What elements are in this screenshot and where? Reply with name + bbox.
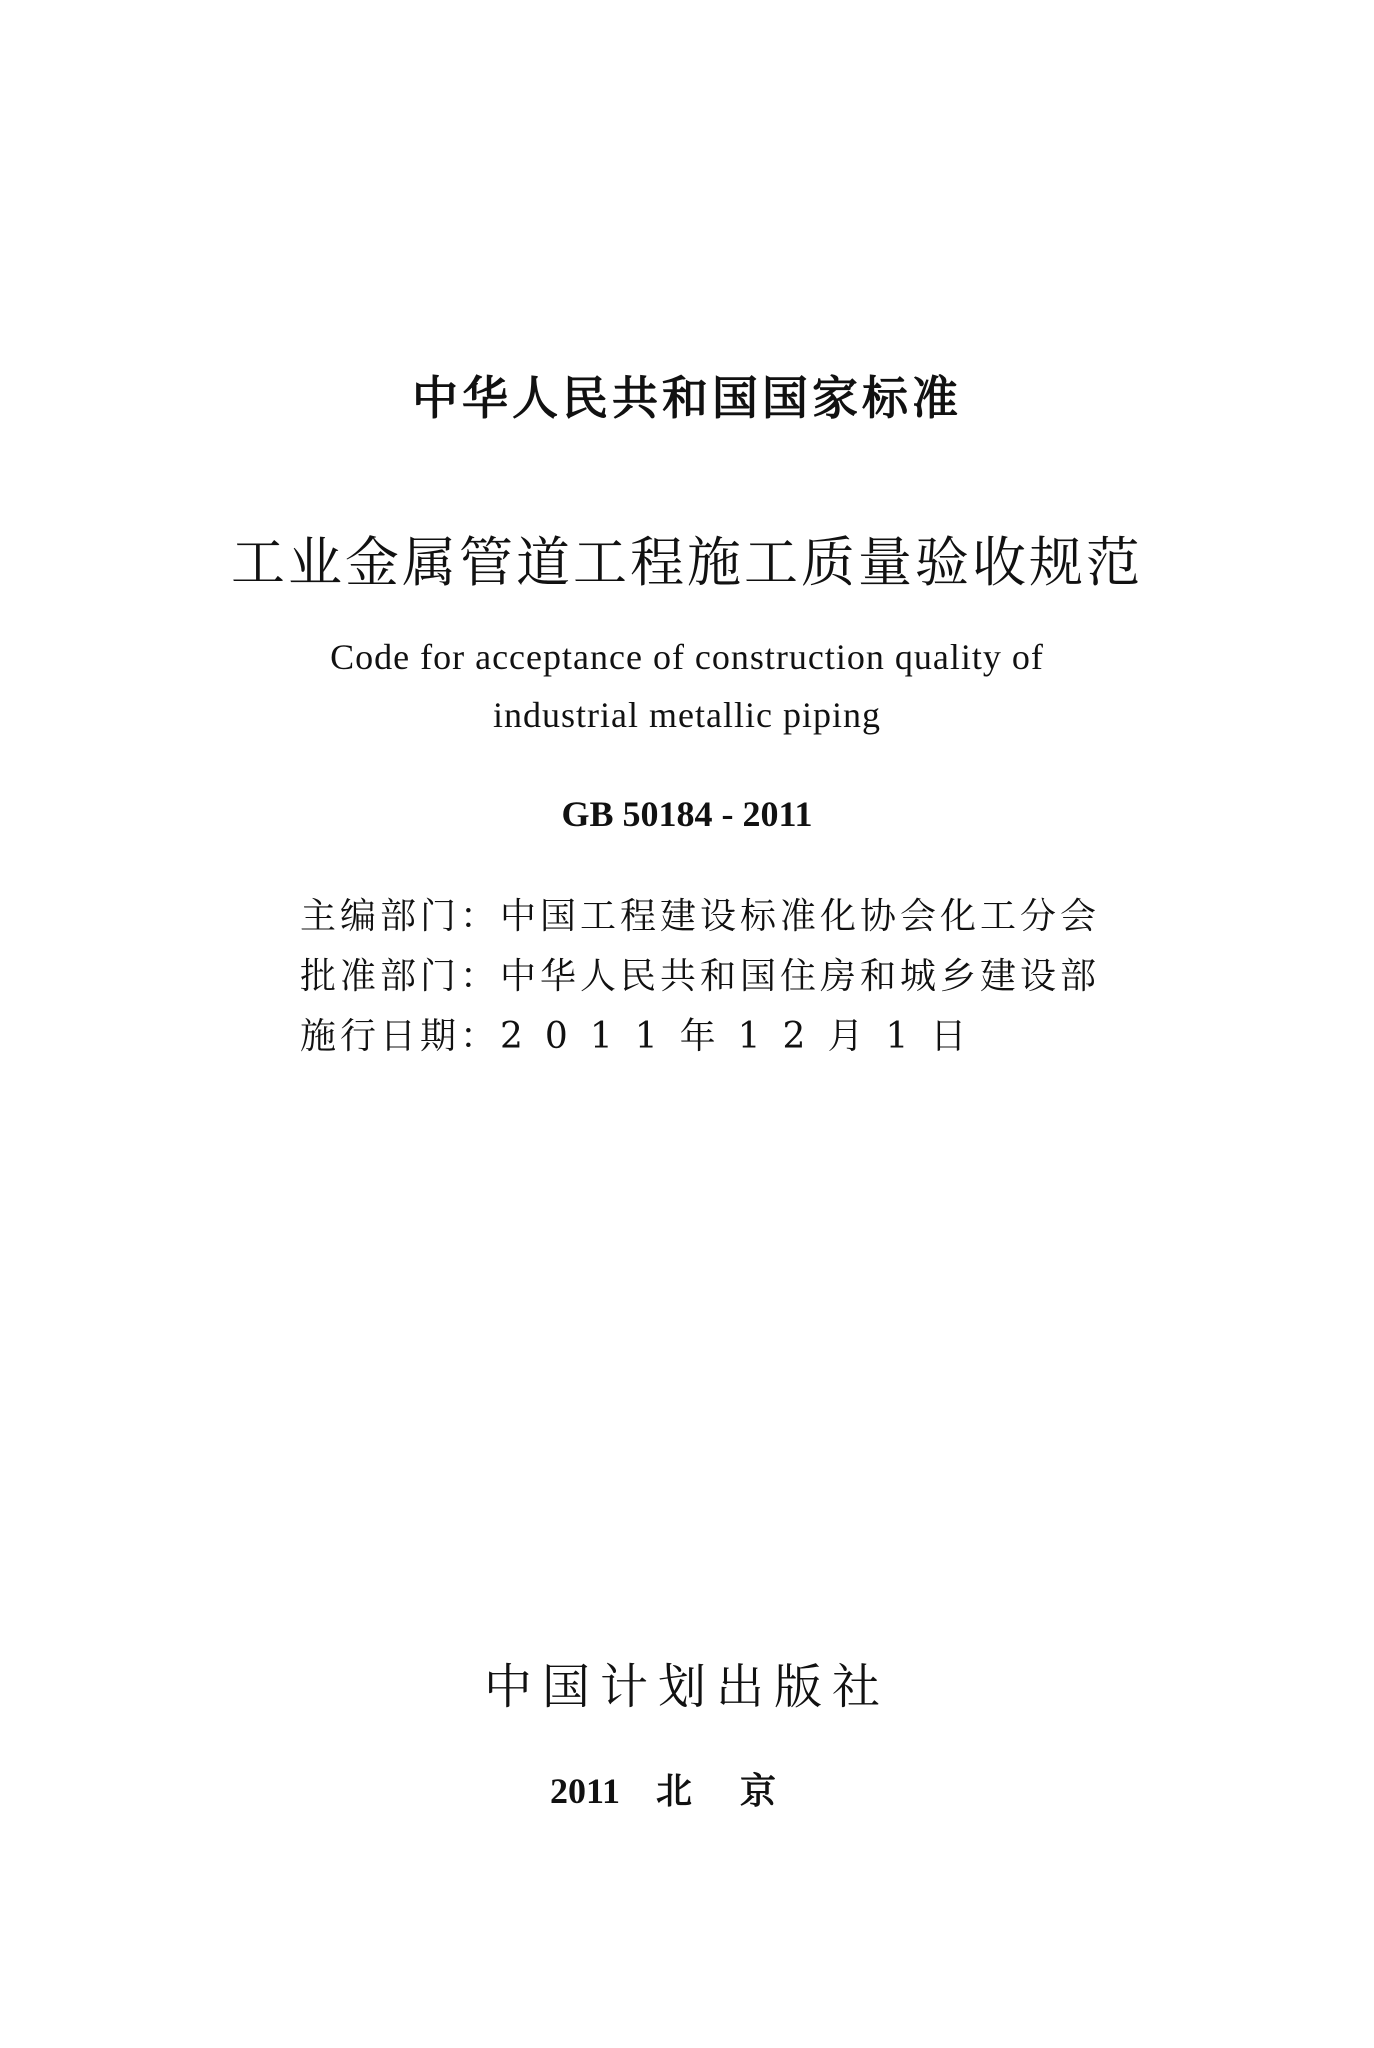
- chief-editor-row: [300, 888, 1101, 939]
- chief-editor-value: 中国工程建设标准化协会化工分会: [500, 896, 1101, 937]
- chief-editor-label: 主编部门：: [300, 896, 501, 937]
- effective-date-label: 施行日期：: [300, 1016, 501, 1057]
- chinese-title: 工业金属管道工程施工质量验收规范: [231, 531, 1143, 594]
- approver-value: 中华人民共和国住房和城乡建设部: [500, 956, 1101, 997]
- publisher-name: 中国计划出版社: [483, 1659, 890, 1715]
- publication-year: 2011: [549, 1771, 620, 1811]
- approver-row: [300, 948, 1101, 999]
- publication-city: 北京: [656, 1771, 825, 1811]
- standard-code-number: GB 50184 - 2011: [561, 794, 813, 834]
- english-title-line-2: industrial metallic piping: [493, 695, 881, 735]
- english-title-line-1: Code for acceptance of construction quality of: [330, 637, 1044, 677]
- effective-date-row: [300, 1008, 1080, 1059]
- effective-date-value: 2011年12月1日: [500, 1016, 989, 1057]
- approver-label: 批准部门：: [300, 956, 501, 997]
- national-standard-heading: 中华人民共和国国家标准: [412, 371, 962, 425]
- publication-place-year: [0, 1763, 1374, 1814]
